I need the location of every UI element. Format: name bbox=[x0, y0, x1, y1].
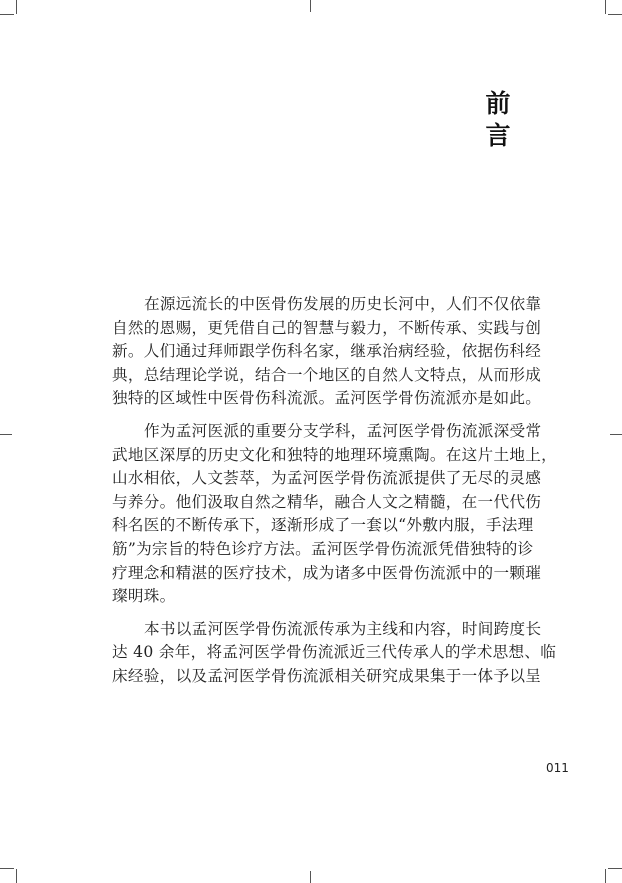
crop-mark bbox=[610, 434, 622, 435]
crop-mark bbox=[16, 869, 17, 883]
title-char: 言 bbox=[485, 121, 511, 150]
crop-mark bbox=[0, 434, 12, 435]
text-line: 疗理念和精湛的医疗技术，成为诸多中医骨伤流派中的一颗璀 bbox=[112, 563, 542, 582]
text-line: 作为孟河医派的重要分支学科，孟河医学骨伤流派深受常 bbox=[144, 421, 542, 440]
crop-mark bbox=[16, 0, 17, 14]
text-line: 筋”为宗旨的特色诊疗方法。孟河医学骨伤流派凭借独特的诊 bbox=[112, 539, 534, 558]
text-line: 自然的恩赐，更凭借自己的智慧与毅力，不断传承、实践与创 bbox=[112, 318, 542, 337]
text-line: 在源远流长的中医骨伤发展的历史长河中，人们不仅依靠 bbox=[144, 295, 542, 313]
text-line: 科名医的不断传承下，逐渐形成了一套以“外敷内服，手法理 bbox=[112, 516, 534, 535]
text-line: 新。人们通过拜师跟学伤科名家，继承治病经验，依据伤科经 bbox=[112, 342, 542, 361]
page-title bbox=[478, 88, 518, 152]
paragraph bbox=[112, 420, 558, 609]
text-line: 独特的区域性中医骨伤科流派。孟河医学骨伤流派亦是如此。 bbox=[112, 389, 542, 408]
text-line: 山水相依，人文荟萃，为孟河医学骨伤流派提供了无尽的灵感 bbox=[112, 469, 542, 488]
crop-mark bbox=[605, 0, 606, 14]
text-line: 典，总结理论学说，结合一个地区的自然人文特点，从而形成 bbox=[112, 365, 542, 384]
text-line: 璨明珠。 bbox=[112, 587, 176, 606]
text-line: 床经验，以及孟河医学骨伤流派相关研究成果集于一体予以呈 bbox=[112, 666, 542, 685]
text-line: 本书以孟河医学骨伤流派传承为主线和内容，时间跨度长 bbox=[144, 619, 542, 638]
crop-mark bbox=[0, 14, 14, 15]
title-char: 前 bbox=[485, 89, 511, 118]
crop-mark bbox=[605, 869, 606, 883]
crop-mark bbox=[608, 868, 622, 869]
text-line: 武地区深厚的历史文化和独特的地理环境熏陶。在这片土地上， bbox=[112, 445, 558, 464]
crop-mark bbox=[310, 0, 311, 12]
paragraph bbox=[112, 293, 542, 411]
crop-mark bbox=[310, 871, 311, 883]
page-number: 011 bbox=[546, 761, 569, 775]
paragraph bbox=[112, 618, 557, 689]
crop-mark bbox=[0, 868, 14, 869]
body-text bbox=[112, 293, 558, 698]
text-line: 达 40 余年，将孟河医学骨伤流派近三代传承人的学术思想、临 bbox=[112, 643, 557, 662]
crop-mark bbox=[608, 14, 622, 15]
text-line: 与养分。他们汲取自然之精华，融合人文之精髓，在一代代伤 bbox=[112, 492, 542, 511]
